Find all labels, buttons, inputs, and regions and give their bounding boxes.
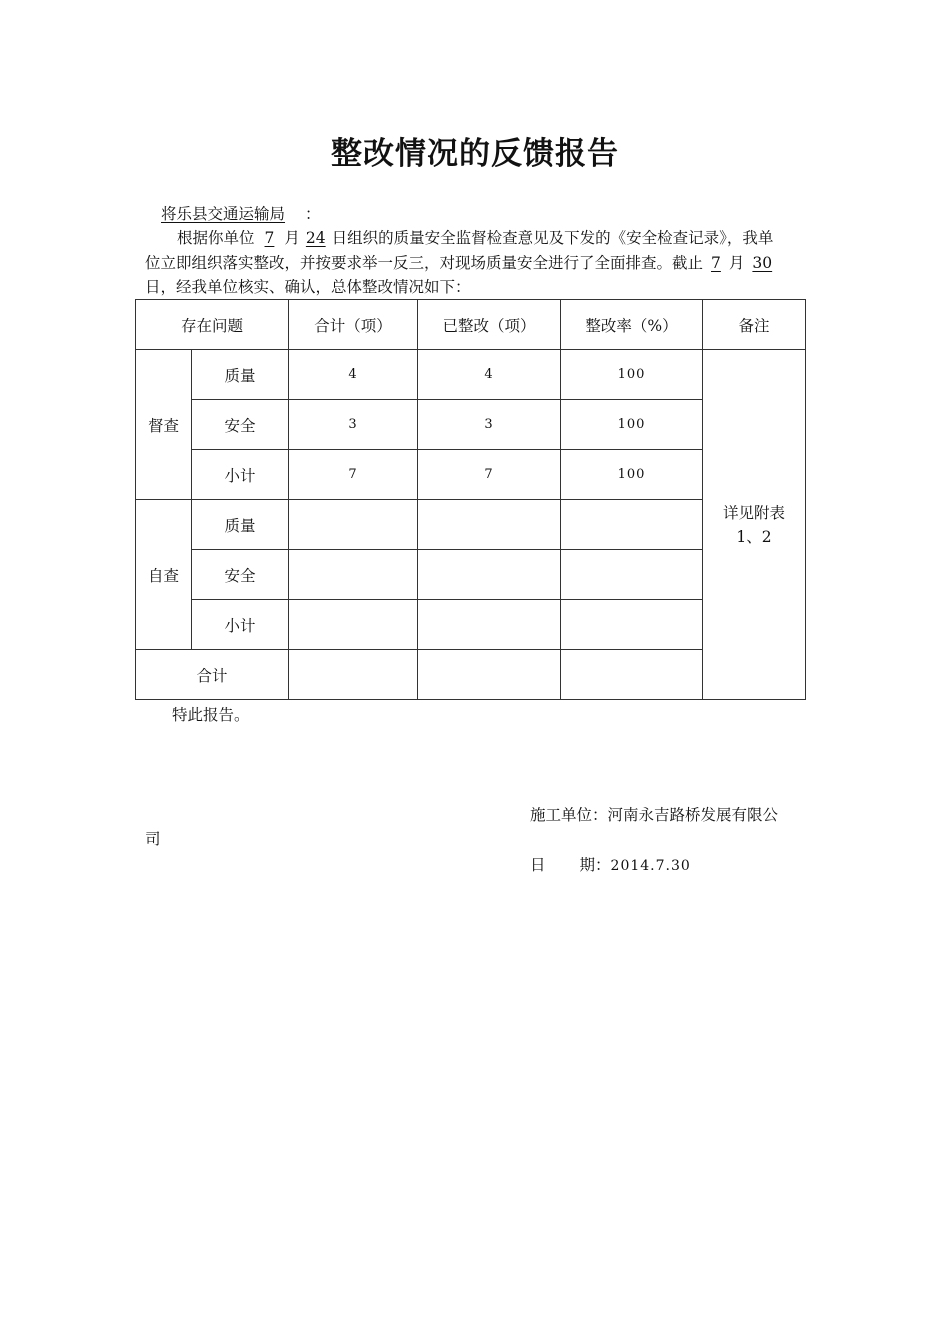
- header-rate: 整改率（%）: [561, 300, 703, 350]
- cell-total: [289, 550, 418, 600]
- cell-total: [289, 500, 418, 550]
- cell-total: [289, 650, 418, 700]
- table-header-row: [136, 300, 806, 350]
- cell-rate: [561, 500, 703, 550]
- note-line-2: 1、2: [736, 527, 772, 546]
- date-value: 2014.7.30: [610, 858, 691, 874]
- closing-text: 特此报告。: [172, 706, 250, 724]
- cell-rate: [561, 650, 703, 700]
- row-label: 小计: [192, 600, 289, 650]
- cell-rate: [561, 600, 703, 650]
- rectification-table: [135, 299, 806, 700]
- cell-total: 4: [289, 350, 418, 400]
- note-cell: [703, 350, 806, 700]
- cell-rate: 100: [561, 400, 703, 450]
- cell-fixed: [418, 600, 561, 650]
- cell-fixed: 3: [418, 400, 561, 450]
- addressee: 将乐县交通运输局: [161, 205, 286, 223]
- cell-fixed: [418, 500, 561, 550]
- row-label: 安全: [192, 400, 289, 450]
- group-inspection: 督查: [136, 350, 192, 500]
- cell-rate: [561, 550, 703, 600]
- date-line: [530, 855, 691, 876]
- date-label: 日: [530, 856, 546, 874]
- cell-rate: 100: [561, 450, 703, 500]
- cell-rate: 100: [561, 350, 703, 400]
- addressee-line: [145, 204, 321, 224]
- header-total: 合计（项）: [289, 300, 418, 350]
- intro-line-2: 位立即组织落实整改，并按要求举一反三，对现场质量安全进行了全面排查。截止 7 月 30: [145, 254, 773, 272]
- cell-total: [289, 600, 418, 650]
- cell-total: 3: [289, 400, 418, 450]
- construction-unit-wrap: 司: [145, 830, 161, 848]
- header-issue: 存在问题: [136, 300, 289, 350]
- row-label: 质量: [192, 500, 289, 550]
- addressee-colon: ：: [305, 205, 321, 223]
- total-label: 合计: [136, 650, 289, 700]
- row-label: 质量: [192, 350, 289, 400]
- cell-fixed: [418, 550, 561, 600]
- month-2: 7: [711, 254, 721, 272]
- cell-fixed: 7: [418, 450, 561, 500]
- date-label-2: 期：: [579, 856, 611, 874]
- row-label: 小计: [192, 450, 289, 500]
- header-fixed: 已整改（项）: [418, 300, 561, 350]
- group-self-check: 自查: [136, 500, 192, 650]
- cell-fixed: 4: [418, 350, 561, 400]
- intro-line-1: 根据你单位 7 月 24 日组织的质量安全监督检查意见及下发的《安全检查记录》，我单: [177, 229, 774, 247]
- cell-total: 7: [289, 450, 418, 500]
- table-row: [136, 350, 806, 400]
- month-1: 7: [264, 229, 275, 247]
- cell-fixed: [418, 650, 561, 700]
- intro-line-3: 日，经我单位核实、确认，总体整改情况如下：: [145, 278, 471, 296]
- header-note: 备注: [703, 300, 806, 350]
- note-line-1: 详见附表: [723, 503, 786, 522]
- construction-unit: 施工单位：河南永吉路桥发展有限公: [530, 806, 779, 824]
- row-label: 安全: [192, 550, 289, 600]
- day-2: 30: [752, 254, 773, 272]
- document-title: 整改情况的反馈报告: [331, 136, 619, 172]
- day-1: 24: [305, 229, 326, 247]
